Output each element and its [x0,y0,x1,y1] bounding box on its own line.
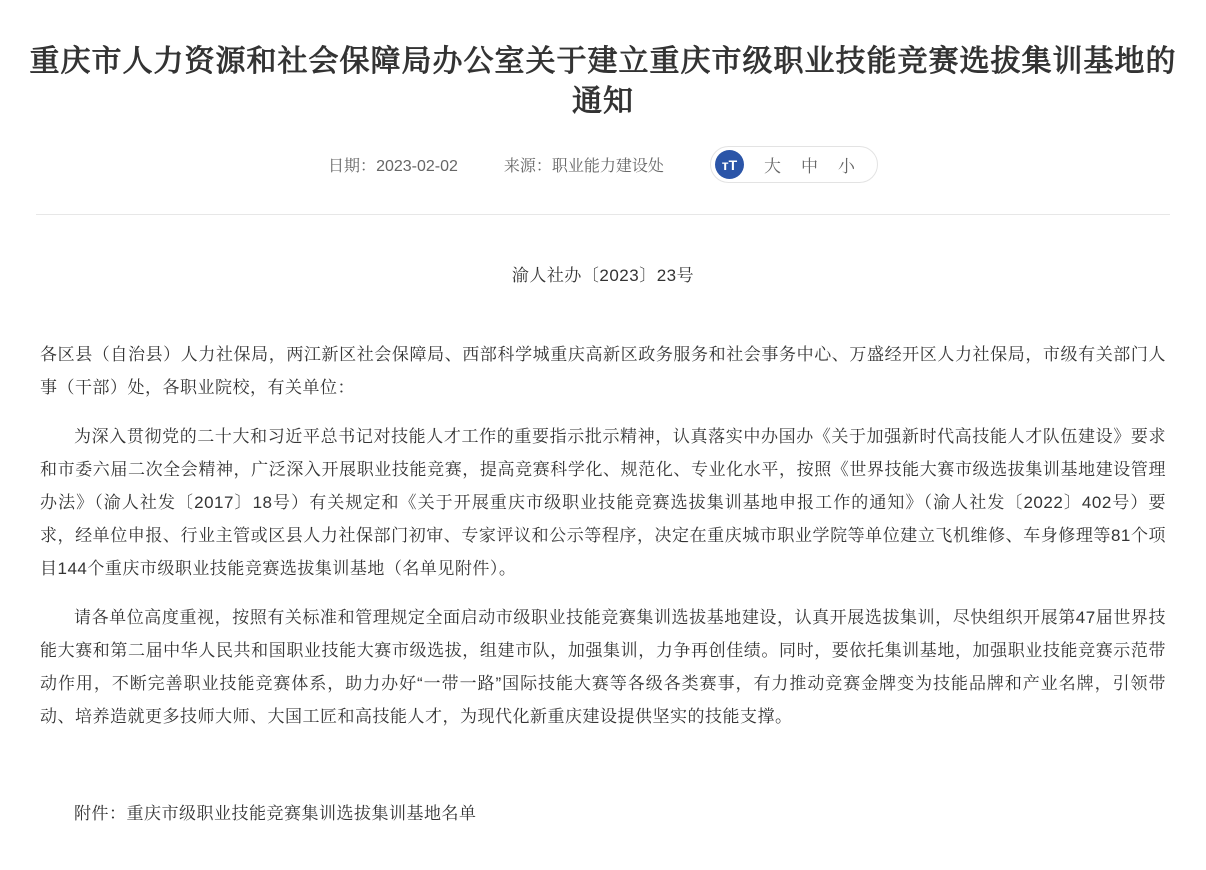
date-label: 日期： [328,158,377,175]
page [0,42,1206,870]
date-value: 2023-02-02 [376,158,458,175]
salutation-paragraph: 各区县（自治县）人力社保局，两江新区社会保障局、西部科学城重庆高新区政务服务和社会事务中心、万盛经开区人力社保局，市级有关部门人事（干部）处，各职业院校，有关单位： [40,345,1166,397]
font-size-icon: тT [715,150,744,179]
page-title: 重庆市人力资源和社会保障局办公室关于建立重庆市级职业技能竞赛选拔集训基地的通知 [29,45,1177,118]
body-paragraph-2: 请各单位高度重视，按照有关标准和管理规定全面启动市级职业技能竞赛集训选拔基地建设，认真开展选拔集训，尽快组织开展第47届世界技能大赛和第二届中华人民共和国职业技能大赛市级选拔，组建市队，加强集训，力争再创佳绩。同时，要依托集训基地，加强职业技能竞赛示范带动作用，不断完善职业技能竞赛体系，助力办好“一带一路”国际技能大赛等各级各类赛事，有力推动竞赛金牌变为技能品牌和产业名牌，引领带动、培养造就更多技师大师、大国工匠和高技能人才，为现代化新重庆建设提供坚实的技能支撑。 [40,608,1166,726]
document-number: 渝人社办〔2023〕23号 [511,266,695,285]
source-label: 来源： [503,158,552,175]
body-paragraph-1: 为深入贯彻党的二十大和习近平总书记对技能人才工作的重要指示批示精神，认真落实中办国办《关于加强新时代高技能人才队伍建设》要求和市委六届二次全会精神，广泛深入开展职业技能竞赛，提高竞赛科学化、规范化、专业化水平，按照《世界技能大赛市级选拔集训基地建设管理办法》（渝人社发〔2017〕18号）有关规定和《关于开展重庆市级职业技能竞赛选拔集训基地申报工作的通知》（渝人社发〔2022〕402号）要求，经单位申报、行业主管或区县人力社保部门初审、专家评议和公示等程序，决定在重庆城市职业学院等单位建立飞机维修、车身修理等81个项目144个重庆市级职业技能竞赛选拔集训基地（名单见附件）。 [40,427,1166,578]
font-size-option-medium[interactable]: 中 [800,157,818,176]
attachment-line: 附件：重庆市级职业技能竞赛集训选拔集训基地名单 [74,804,477,823]
notice-body [0,215,1206,830]
font-size-option-large[interactable]: 大 [763,157,781,176]
source [504,153,664,176]
meta-row [0,146,1206,183]
publish-date [328,153,458,176]
font-size-option-small[interactable]: 小 [837,157,855,176]
font-size-widget [710,146,878,183]
source-value: 职业能力建设处 [551,158,664,175]
